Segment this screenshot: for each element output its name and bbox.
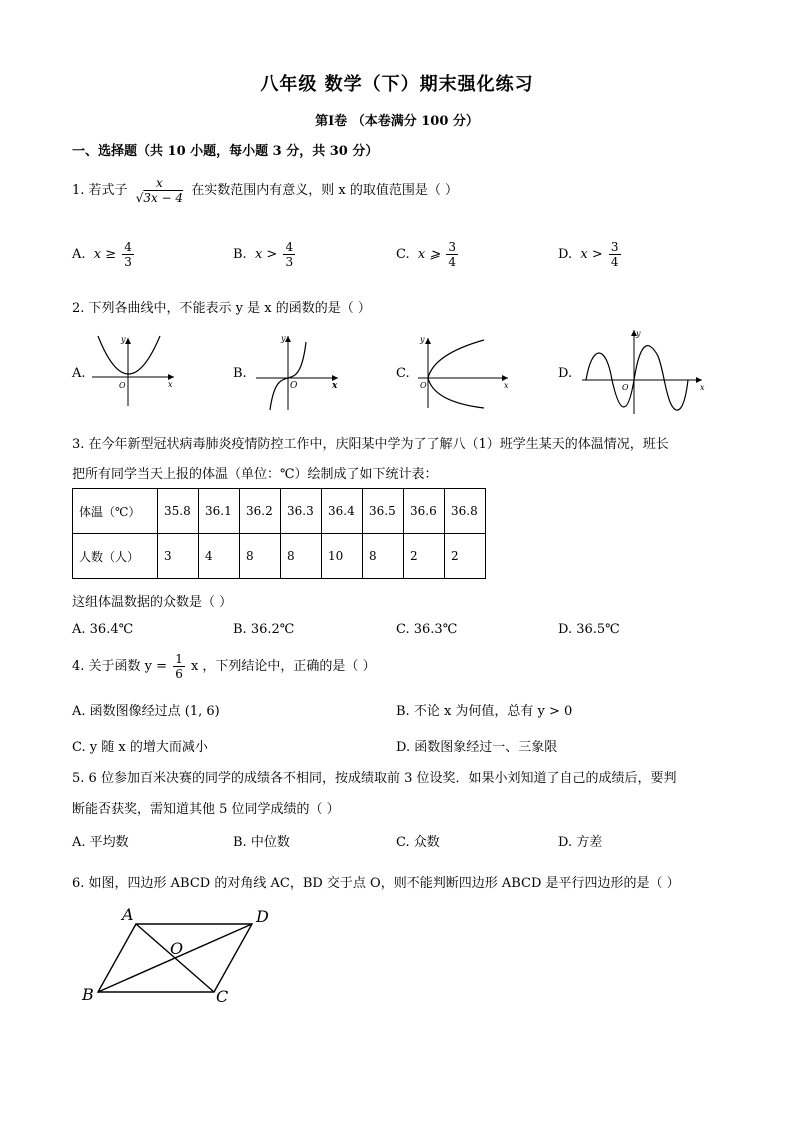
q3-line-2: 把所有同学当天上报的体温（单位：℃）绘制成了如下统计表： bbox=[72, 467, 438, 482]
q2d-origin: O bbox=[622, 383, 629, 392]
q1-option-d: D. x > $\frac{3}{4}$ bbox=[558, 240, 619, 269]
q4-prefix: 4. 关于函数 y = bbox=[72, 659, 168, 674]
table-cell: 8 bbox=[240, 534, 281, 579]
table-cell: 36.6 bbox=[404, 489, 445, 534]
q2-option-d-label: D. bbox=[558, 366, 573, 381]
table-cell: 36.1 bbox=[199, 489, 240, 534]
q1-option-c: C. x ⩾ $\frac{3}{4}$ bbox=[396, 240, 457, 269]
q2-graph-c bbox=[414, 332, 514, 412]
table-cell: 2 bbox=[404, 534, 445, 579]
page-title: 八年级 数学（下）期末强化练习 bbox=[260, 74, 534, 95]
table-cell: 8 bbox=[363, 534, 404, 579]
q2-option-a-label: A. bbox=[72, 366, 86, 381]
q2a-origin: O bbox=[119, 381, 126, 390]
q4-fraction: $\frac{1}{6}$ bbox=[175, 652, 183, 681]
q5-line-1: 5. 6 位参加百米决赛的同学的成绩各不相同，按成绩取前 3 位设奖．如果小刘知道了自己的成绩后，要判 bbox=[72, 771, 677, 786]
q6-label-c: C bbox=[216, 987, 229, 1006]
q6-label-b: B bbox=[82, 985, 94, 1004]
table-row bbox=[73, 534, 486, 579]
table-header-cell: 人数（人） bbox=[73, 534, 158, 579]
q6-label-a: A bbox=[122, 905, 134, 924]
section-heading: 一、选择题（共 10 小题，每小题 3 分，共 30 分） bbox=[72, 144, 379, 159]
table-cell: 35.8 bbox=[158, 489, 199, 534]
q4-suffix: x ，下列结论中，正确的是（ ） bbox=[190, 659, 376, 674]
q5-option-c: C. 众数 bbox=[396, 835, 440, 850]
q1-prefix: 1. 若式子 bbox=[72, 183, 128, 198]
q2a-y-label: y bbox=[121, 335, 126, 344]
question-6: 6. 如图，四边形 ABCD 的对角线 AC，BD 交于点 O，则不能判断四边形 ABCD 是平行四边形的是（ ） bbox=[72, 876, 680, 891]
q3-option-a: A. 36.4℃ bbox=[72, 622, 134, 637]
q2-option-b-label: B. bbox=[233, 366, 247, 381]
table-cell: 2 bbox=[445, 534, 486, 579]
q6-parallelogram-figure bbox=[78, 902, 278, 1006]
q1-frac-numerator: x bbox=[155, 176, 163, 190]
q2a-x-label: x bbox=[168, 380, 173, 389]
q2-graph-a bbox=[88, 332, 180, 412]
q2d-x-label: x bbox=[700, 383, 705, 392]
q3-option-b: B. 36.2℃ bbox=[233, 622, 295, 637]
table-cell: 36.4 bbox=[322, 489, 363, 534]
q3-question: 这组体温数据的众数是（ ） bbox=[72, 595, 233, 610]
question-4 bbox=[72, 652, 376, 681]
table-row bbox=[73, 489, 486, 534]
table-cell: 36.3 bbox=[281, 489, 322, 534]
q2b-y-label: y bbox=[281, 334, 286, 343]
q4-option-c: C. y 随 x 的增大而减小 bbox=[72, 740, 208, 755]
q3-option-c: C. 36.3℃ bbox=[396, 622, 458, 637]
q1-option-a: A. x ≥ $\frac{4}{3}$ bbox=[72, 240, 132, 269]
q1-suffix: 在实数范围内有意义，则 x 的取值范围是（ ） bbox=[191, 183, 458, 198]
q5-option-b: B. 中位数 bbox=[233, 835, 290, 850]
question-1 bbox=[72, 176, 458, 205]
q2-graph-b bbox=[252, 330, 344, 414]
q4-option-a: A. 函数图像经过点 (1, 6) bbox=[72, 704, 220, 719]
table-cell: 36.8 bbox=[445, 489, 486, 534]
q5-option-d: D. 方差 bbox=[558, 835, 603, 850]
table-cell: 10 bbox=[322, 534, 363, 579]
q2b-origin: O bbox=[290, 381, 298, 391]
q3-option-d: D. 36.5℃ bbox=[558, 622, 620, 637]
q4-option-d: D. 函数图象经过一、三象限 bbox=[396, 740, 558, 755]
q2b-x-label: x bbox=[332, 381, 338, 391]
question-2: 2. 下列各曲线中，不能表示 y 是 x 的函数的是（ ） bbox=[72, 301, 371, 316]
q2-option-c-label: C. bbox=[396, 366, 410, 381]
q5-option-a: A. 平均数 bbox=[72, 835, 129, 850]
table-cell: 36.2 bbox=[240, 489, 281, 534]
q1-option-b: B. x > $\frac{4}{3}$ bbox=[233, 240, 294, 269]
table-cell: 8 bbox=[281, 534, 322, 579]
q6-label-o: O bbox=[170, 939, 184, 958]
q1-fraction bbox=[134, 176, 185, 205]
q4-option-b: B. 不论 x 为何值，总有 y > 0 bbox=[396, 704, 573, 719]
table-cell: 4 bbox=[199, 534, 240, 579]
q3-line-1: 3. 在今年新型冠状病毒肺炎疫情防控工作中，庆阳某中学为了了解八（1）班学生某天的体温情况，班长 bbox=[72, 437, 669, 452]
q2c-y-label: y bbox=[420, 335, 425, 344]
q2-graph-d bbox=[578, 326, 710, 418]
q6-label-d: D bbox=[256, 907, 269, 926]
q2c-origin: O bbox=[420, 381, 427, 390]
table-cell: 3 bbox=[158, 534, 199, 579]
q2c-x-label: x bbox=[504, 381, 509, 390]
q5-line-2: 断能否获奖，需知道其他 5 位同学成绩的（ ） bbox=[72, 802, 340, 817]
temperature-table bbox=[72, 488, 486, 579]
q1-frac-denominator: √3x − 4 bbox=[135, 191, 184, 205]
page-subtitle: 第Ⅰ卷 （本卷满分 100 分） bbox=[315, 114, 479, 129]
table-header-cell: 体温（℃） bbox=[73, 489, 158, 534]
table-cell: 36.5 bbox=[363, 489, 404, 534]
q2d-y-label: y bbox=[636, 329, 641, 338]
